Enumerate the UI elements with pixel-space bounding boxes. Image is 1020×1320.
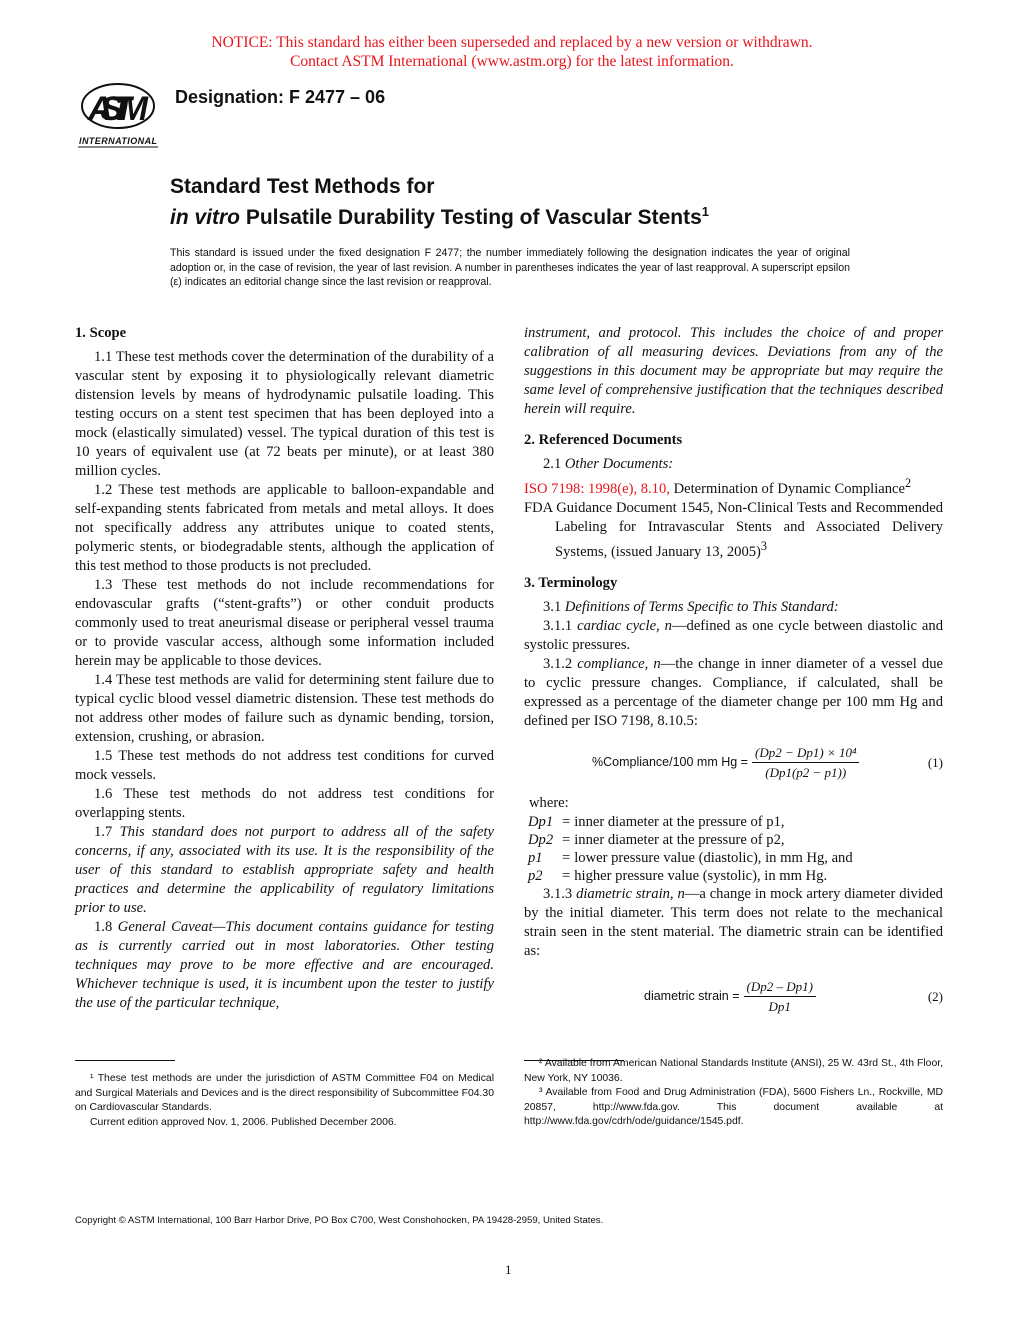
- scope-paragraphs: [75, 348, 494, 1013]
- text-segment: 1.8: [94, 919, 118, 935]
- where-label: where:: [529, 794, 569, 811]
- page-number: 1: [505, 1262, 512, 1277]
- iso-7198-link[interactable]: ISO 7198: 1998(e), 8.10,: [524, 480, 670, 497]
- title-line-2: [170, 199, 709, 230]
- para-num: 3.1.1: [543, 617, 578, 634]
- text-segment: This standard does not purport to address all of the safety concerns, if any, associated with its use. It is the responsibility of the user of this standard to establish appropriate safety and health practices and determine the applicability of regulatory limitations prior to use.: [75, 824, 494, 916]
- text-segment: 1.5 These test methods do not address test conditions for curved mock vessels.: [75, 748, 494, 783]
- astm-logo-icon: [76, 78, 160, 148]
- where-definition: lower pressure value (diastolic), in mm Hg, and: [574, 849, 853, 866]
- reference-fda-1545: [524, 499, 943, 562]
- eq-lhs: %Compliance/100 mm Hg =: [592, 754, 748, 769]
- text-segment: 1.7: [94, 824, 120, 840]
- section-heading-references: 2. Referenced Documents: [524, 432, 683, 448]
- notice-banner: [0, 33, 1020, 71]
- text-segment: 1.4 These test methods are valid for determining stent failure due to typical cyclic blood vessel diametric distension. These test methods do not address other modes of failure such as dynamic bending, torsion, extension, crushing, or abrasion.: [75, 672, 494, 745]
- title-line-1: Standard Test Methods for: [170, 175, 435, 198]
- definition: —a change in mock artery diameter divided by the initial diameter. This term does not relate to the mechanical strain seen in the stent material. The diametric strain can be identified as:: [524, 885, 943, 959]
- eq-numerator: (Dp2 − Dp1) × 10⁴: [752, 743, 860, 763]
- where-equals: =: [562, 867, 571, 884]
- document-title: [170, 174, 709, 230]
- text-segment: 1.6 These test methods do not address test conditions for overlapping stents.: [75, 786, 494, 821]
- eq-fraction: [744, 977, 816, 1016]
- para-num: 3.1.2: [543, 655, 578, 672]
- scope-continued-text: instrument, and protocol. This includes the choice of and proper calibration of all measuring devices. Deviations from any of the suggestions in this document may be appropriate but may require the same level of comprehensive justification that the techniques described herein will require.: [524, 325, 943, 417]
- section-heading-terminology: 3. Terminology: [524, 574, 618, 591]
- equation-1: [524, 743, 943, 782]
- where-symbol: Dp1: [528, 813, 554, 830]
- scope-paragraph: [75, 671, 494, 747]
- scope-paragraph: [75, 747, 494, 785]
- where-row: [528, 867, 857, 885]
- eq-denominator: Dp1: [768, 998, 791, 1014]
- where-table: [528, 813, 857, 885]
- svg-text:INTERNATIONAL: INTERNATIONAL: [79, 136, 157, 146]
- notice-line-1: NOTICE: This standard has either been superseded and replaced by a new version or withdrawn.: [211, 34, 813, 51]
- para-title: Definitions of Terms Specific to This Standard:: [564, 598, 839, 615]
- scope-paragraph: [75, 823, 494, 918]
- equation-2: [524, 977, 943, 1016]
- footnote-1-edition: Current edition approved Nov. 1, 2006. Published December 2006.: [90, 1116, 397, 1128]
- eq-denominator: (Dp1(p2 − p1)): [765, 764, 847, 780]
- footnote-divider-left: [75, 1060, 175, 1061]
- scope-paragraph: [75, 348, 494, 481]
- where-equals: =: [562, 813, 571, 830]
- paragraph-3-1-1: [524, 617, 943, 655]
- reference-iso-7198: [524, 474, 943, 499]
- designation: Designation: F 2477 – 06: [175, 87, 386, 107]
- para-title: Other Documents:: [564, 456, 674, 472]
- where-equals: =: [562, 849, 571, 866]
- where-symbol: p2: [528, 867, 543, 884]
- scope-paragraph: [75, 481, 494, 576]
- text-segment: 1.1 These test methods cover the determination of the durability of a vascular stent by exposing it to physiologically relevant diametric distension levels by means of hydrodynamic pulsatile loading. This testing occurs on a stent test specimen that has been deployed into a mock (elastically simulated) vessel. The typical duration of this test is 10 years of equivalent use (at 72 beats per minute), or at least 380 million cycles.: [75, 349, 494, 479]
- eq-lhs: diametric strain =: [644, 988, 740, 1003]
- where-equals: =: [562, 831, 571, 848]
- where-row: [528, 813, 857, 831]
- footnotes-right: [524, 1057, 943, 1130]
- footnote-3: ³ Available from Food and Drug Administration (FDA), 5600 Fishers Ln., Rockville, MD 20857, http://www.fda.gov. This document available at http://www.fda.gov/cdrh/ode/guidance/1545.pdf.: [524, 1087, 943, 1128]
- right-column: [524, 324, 943, 1028]
- definition: —defined as one cycle between diastolic and systolic pressures.: [524, 617, 943, 653]
- title-italic: in vitro: [170, 206, 241, 229]
- term: diametric strain, n: [576, 885, 685, 902]
- para-num: 2.1: [543, 456, 565, 472]
- scope-paragraph: [75, 576, 494, 671]
- footnote-mark: 2: [905, 476, 912, 490]
- issuance-note: This standard is issued under the fixed designation F 2477; the number immediately following the designation indicates the year of original adoption or, in the case of revision, the year of last revision. A number in parentheses indicates the year of last reapproval. A superscript epsilon (ε) indicates an editorial change since the last revision or reapproval.: [170, 247, 850, 289]
- left-column: [75, 324, 494, 1013]
- where-row: [528, 849, 857, 867]
- text-segment: General Caveat—This document contains guidance for testing as is currently carried out in most laboratories. Other testing techniques may prove to be more effective and are encouraged. Whichever technique is used, it is incumbent upon the tester to justify the use of the particular technique,: [75, 919, 494, 1011]
- scope-paragraph: [75, 785, 494, 823]
- eq-fraction: [752, 743, 860, 782]
- para-num: 3.1: [543, 598, 565, 615]
- paragraph-2-1: [524, 455, 943, 474]
- title-footnote-mark: 1: [701, 204, 709, 219]
- paragraph-3-1-3: [524, 885, 943, 961]
- scope-continued: [524, 324, 943, 419]
- notice-line-2[interactable]: Contact ASTM International (www.astm.org) for the latest information.: [290, 53, 734, 70]
- scope-paragraph: [75, 918, 494, 1013]
- eq-label: (2): [927, 988, 943, 1004]
- paragraph-3-1-2: [524, 655, 943, 731]
- footnote-mark: 3: [760, 538, 767, 553]
- where-symbol: Dp2: [528, 831, 554, 848]
- term: cardiac cycle, n: [577, 617, 672, 634]
- where-definition: inner diameter at the pressure of p2,: [574, 831, 785, 848]
- para-num: 3.1.3: [543, 885, 577, 902]
- where-row: [528, 831, 857, 849]
- text-segment: 1.2 These test methods are applicable to balloon-expandable and self-expanding stents fabricated from metals and metal alloys. It does not specifically address any attributes unique to coated stents, polymeric stents, or biodegradable stents, although the application of this test method to those products is not precluded.: [75, 482, 494, 574]
- paragraph-3-1: [524, 598, 943, 617]
- eq-label: (1): [927, 754, 943, 770]
- where-symbol: p1: [528, 849, 543, 866]
- term: compliance, n: [577, 655, 661, 672]
- footnote-1: ¹ These test methods are under the jurisdiction of ASTM Committee F04 on Medical and Surgical Materials and Devices and is the direct responsibility of Subcommittee F04.30 on Cardiovascular Standards.: [75, 1073, 494, 1114]
- svg-text:ASTM: ASTM: [88, 90, 148, 128]
- ref-text: Determination of Dynamic Compliance: [669, 480, 905, 497]
- title-rest: Pulsatile Durability Testing of Vascular Stents: [240, 206, 702, 229]
- section-heading-scope: 1. Scope: [75, 325, 127, 341]
- definition: —the change in inner diameter of a vessel due to cyclic pressure changes. Compliance, if calculated, shall be expressed as a percentage of the diameter change per 100 mm Hg and defined per ISO 7198, 8.10.5:: [524, 655, 943, 729]
- eq-numerator: (Dp2 – Dp1): [744, 977, 816, 997]
- copyright: Copyright © ASTM International, 100 Barr Harbor Drive, PO Box C700, West Conshohocken, PA 19428-2959, United States.: [75, 1215, 604, 1226]
- where-definition: inner diameter at the pressure of p1,: [574, 813, 785, 830]
- text-segment: 1.3 These test methods do not include recommendations for endovascular grafts (“stent-grafts”) or other conduit products commonly used to treat aneurismal disease or peripheral vessel trauma or to provide vascular access, although some information included herein may be applicable to those devices.: [75, 577, 494, 669]
- where-definition: higher pressure value (systolic), in mm Hg.: [574, 867, 828, 884]
- footnotes-left: [75, 1072, 494, 1130]
- footnote-2: ² Available from American National Standards Institute (ANSI), 25 W. 43rd St., 4th Floor, New York, NY 10036.: [524, 1058, 943, 1084]
- ref-text: FDA Guidance Document 1545, Non-Clinical Tests and Recommended Labeling for Intravascular Stents and Associated Delivery Systems, (issued January 13, 2005): [524, 499, 943, 560]
